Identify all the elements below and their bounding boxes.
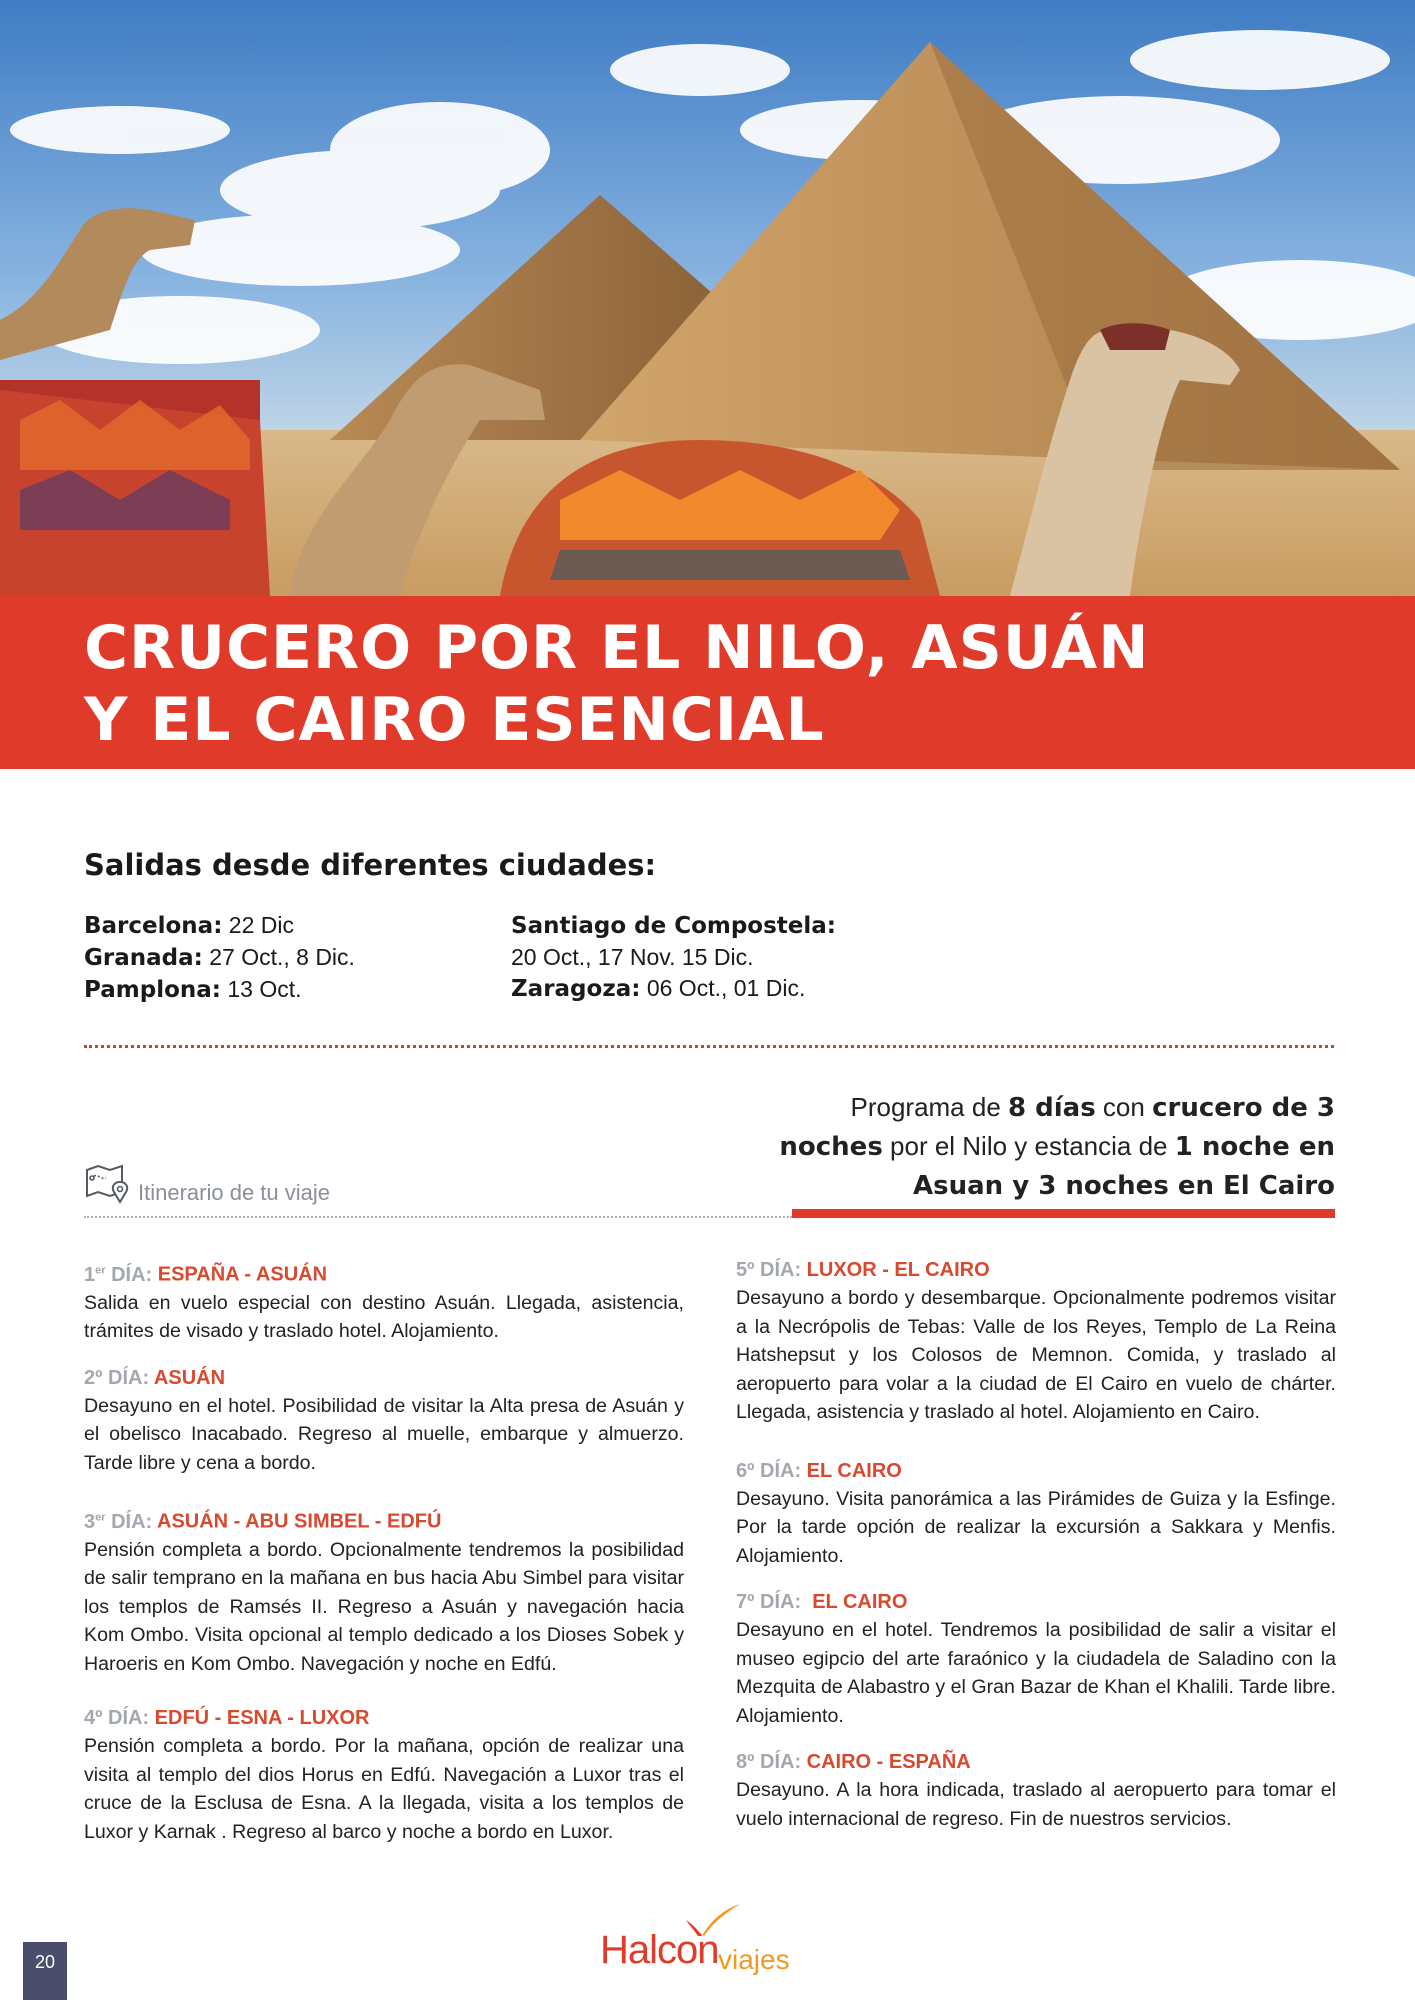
departure-dates: 13 Oct.	[227, 976, 302, 1002]
day-number: 3	[84, 1510, 96, 1533]
departure-dates: 22 Dic	[228, 912, 294, 938]
day-number: 2º	[84, 1366, 103, 1389]
day-place: EDFÚ - ESNA - LUXOR	[154, 1707, 370, 1730]
day-number: 7º	[736, 1591, 755, 1613]
itinerary-label	[84, 1162, 330, 1213]
hero-photo	[0, 0, 1415, 596]
departure-dates: 06 Oct., 01 Dic.	[646, 975, 806, 1001]
day-place: EL CAIRO	[812, 1591, 908, 1613]
day-5	[736, 1256, 1336, 1427]
day-number: 5º	[736, 1259, 755, 1281]
day-label: DÍA:	[102, 1707, 155, 1730]
program-accent-bar	[792, 1209, 1335, 1218]
day-place: CAIRO - ESPAÑA	[806, 1751, 971, 1773]
day-label: DÍA:	[105, 1510, 158, 1533]
section-divider	[84, 1045, 1334, 1048]
day-place: ASUÁN - ABU SIMBEL - EDFÚ	[157, 1510, 442, 1533]
day-4	[84, 1704, 684, 1846]
departure-city: Pamplona:	[84, 977, 221, 1003]
departures-heading: Salidas desde diferentes ciudades:	[84, 848, 657, 882]
program-text: Programa de	[850, 1092, 1009, 1122]
day-label: DÍA:	[105, 1263, 158, 1286]
day-description: Desayuno a bordo y desembarque. Opcionalmente podremos visitar a la Necrópolis de Tebas: Valle de los Reyes, Templo de La Reina Hatshepsut y los Colosos de Memnon. Comida, y traslado al aeropuerto para volar a la ciudad de El Cairo en vuelo de chárter. Llegada, asistencia y traslado al hotel. Alojamiento en Cairo.	[736, 1287, 1336, 1423]
program-summary	[775, 1088, 1335, 1205]
day-description: Pensión completa a bordo. Opcionalmente tendremos la posibilidad de salir temprano en la mañana en bus hacia Abu Simbel para visitar los templos de Ramsés II. Regreso a Asuán y navegación hacia Kom Ombo. Visita opcional al templo dedicado a los Dioses Sobek y Haroeris en Kom Ombo. Navegación y noche en Edfú.	[84, 1538, 684, 1675]
day-1	[84, 1256, 684, 1346]
day-place: ASUÁN	[153, 1366, 226, 1389]
departures-left-column	[84, 910, 355, 1006]
day-description: Desayuno. Visita panorámica a las Pirámides de Guiza y la Esfinge. Por la tarde opción de realizar la excursión a Sakkara y Menfis. Alojamiento.	[736, 1487, 1336, 1567]
day-description: Desayuno en el hotel. Tendremos la posibilidad de salir a visitar el museo egipcio del arte faraónico y la ciudadela de Saladino con la Mezquita de Alabastro y el Gran Bazar de Khan el Khalili. Tarde libre. Alojamiento.	[736, 1619, 1336, 1727]
day-3	[84, 1503, 684, 1678]
day-8	[736, 1748, 1336, 1833]
logo-word: Halcon	[600, 1928, 719, 1972]
day-heading	[736, 1256, 1336, 1284]
map-pin-icon	[84, 1162, 130, 1213]
program-text: con	[1095, 1092, 1153, 1122]
departure-city: Santiago de Compostela:	[511, 913, 836, 939]
day-heading	[84, 1704, 684, 1732]
day-description: Desayuno. A la hora indicada, traslado al aeropuerto para tomar el vuelo internacional de regreso. Fin de nuestros servicios.	[736, 1779, 1336, 1830]
program-cruise: crucero de 3 noches	[779, 1093, 1335, 1162]
departure-dates: 27 Oct., 8 Dic.	[209, 944, 355, 970]
program-duration: 8 días	[1008, 1093, 1096, 1123]
departure-city: Zaragoza:	[511, 976, 641, 1002]
day-place: LUXOR - EL CAIRO	[806, 1259, 990, 1281]
day-label: DÍA:	[754, 1259, 807, 1281]
day-7	[736, 1588, 1336, 1730]
day-heading	[736, 1588, 1336, 1616]
program-text: por el Nilo y estancia de	[882, 1131, 1175, 1161]
day-heading	[736, 1457, 1336, 1485]
day-ordinal: er	[95, 1511, 106, 1524]
logo-sub: viajes	[718, 1944, 790, 1975]
halcon-viajes-logo	[600, 1902, 830, 1982]
title-band	[0, 596, 1415, 769]
day-6	[736, 1457, 1336, 1571]
day-place: ESPAÑA - ASUÁN	[157, 1263, 328, 1286]
day-description: Desayuno en el hotel. Posibilidad de visitar la Alta presa de Asuán y el obelisco Inacabado. Regreso al muelle, embarque y almuerzo. Tarde libre y cena a bordo.	[84, 1394, 684, 1474]
day-label: DÍA:	[754, 1751, 807, 1773]
day-label: DÍA:	[754, 1459, 807, 1482]
itinerary-left-column	[84, 1256, 684, 1864]
itinerary-right-column	[736, 1256, 1336, 1851]
day-number: 1	[84, 1263, 96, 1286]
day-heading	[84, 1256, 684, 1289]
title-line-2: Y EL CAIRO ESENCIAL	[84, 685, 825, 755]
day-description: Salida en vuelo especial con destino Asuán. Llegada, asistencia, trámites de visado y traslado hotel. Alojamiento.	[84, 1291, 684, 1343]
day-description: Pensión completa a bordo. Por la mañana, opción de realizar una visita al templo del dios Horus en Edfú. Navegación a Luxor tras el cruce de la Esclusa de Esna. A la llegada, visita a los templos de Luxor y Karnak . Regreso al barco y noche a bordo en Luxor.	[84, 1735, 684, 1843]
day-number: 4º	[84, 1707, 103, 1730]
day-number: 6º	[736, 1459, 755, 1482]
departures-right-column	[511, 910, 836, 1005]
departure-santiago	[511, 910, 836, 942]
day-number: 8º	[736, 1751, 755, 1773]
day-label: DÍA:	[102, 1366, 154, 1389]
departure-zaragoza	[511, 973, 836, 1005]
title-line-1: CRUCERO POR EL NILO, ASUÁN	[84, 613, 1150, 683]
day-label: DÍA:	[754, 1591, 813, 1613]
departure-city: Granada:	[84, 945, 203, 971]
departure-city: Barcelona:	[84, 913, 223, 939]
day-heading	[84, 1503, 684, 1536]
day-heading	[736, 1748, 1336, 1776]
day-2	[84, 1364, 684, 1478]
day-place: EL CAIRO	[806, 1459, 902, 1482]
departure-granada	[84, 942, 355, 974]
departure-pamplona	[84, 974, 355, 1006]
page-title	[84, 612, 1149, 756]
page-number: 20	[23, 1942, 67, 2000]
itinerary-label-text: Itinerario de tu viaje	[138, 1179, 330, 1205]
program-stay: 1 noche en Asuan y 3 noches en El Cairo	[913, 1132, 1335, 1201]
departure-barcelona	[84, 910, 355, 942]
departure-santiago-dates: 20 Oct., 17 Nov. 15 Dic.	[511, 944, 754, 970]
day-ordinal: er	[95, 1264, 106, 1276]
day-heading	[84, 1364, 684, 1392]
itinerary-divider	[84, 1216, 792, 1218]
